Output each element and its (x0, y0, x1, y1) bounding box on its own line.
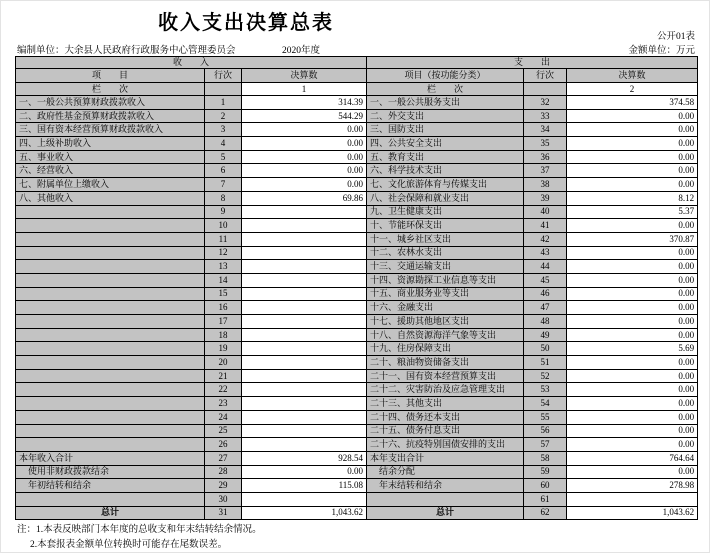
income-line-no: 30 (205, 492, 242, 506)
income-item-label (16, 301, 205, 315)
expense-amount: 0.00 (567, 328, 698, 342)
expense-item-label: 总计 (367, 506, 524, 520)
income-item-label (16, 369, 205, 383)
income-lanci-blank (205, 83, 242, 96)
table-row (16, 342, 698, 356)
expense-amount: 0.00 (567, 465, 698, 479)
expense-line-no: 56 (524, 424, 567, 438)
income-item-label: 四、上级补助收入 (16, 137, 205, 151)
expense-item-label: 十八、自然资源海洋气象等支出 (367, 328, 524, 342)
income-item-label (16, 205, 205, 219)
income-line-no: 18 (205, 328, 242, 342)
income-item-label (16, 492, 205, 506)
income-amount (242, 369, 367, 383)
income-item-header: 项 目 (16, 69, 205, 83)
expense-amount: 5.37 (567, 205, 698, 219)
income-item-label (16, 342, 205, 356)
expense-line-no: 47 (524, 301, 567, 315)
table-row (16, 397, 698, 411)
income-line-no: 26 (205, 438, 242, 452)
income-line-no: 15 (205, 287, 242, 301)
income-amount: 0.00 (242, 123, 367, 137)
expense-line-no: 58 (524, 451, 567, 465)
income-line-no: 28 (205, 465, 242, 479)
income-column-index: 1 (242, 83, 367, 96)
expense-line-no: 60 (524, 479, 567, 493)
income-amount (242, 383, 367, 397)
income-line-no: 2 (205, 109, 242, 123)
income-amount: 115.08 (242, 479, 367, 493)
expense-line-no: 53 (524, 383, 567, 397)
table-row (16, 383, 698, 397)
income-amount (242, 397, 367, 411)
compiling-unit: 编制单位：大余县人民政府行政服务中心管理委员会 (17, 46, 236, 56)
income-item-label (16, 232, 205, 246)
income-item-label: 一、一般公共预算财政拨款收入 (16, 96, 205, 110)
table-row (16, 164, 698, 178)
expense-line-no: 37 (524, 164, 567, 178)
expense-amount: 0.00 (567, 137, 698, 151)
income-line-no: 23 (205, 397, 242, 411)
expense-amount: 0.00 (567, 315, 698, 329)
income-item-label: 总计 (16, 506, 205, 520)
income-line-no: 22 (205, 383, 242, 397)
income-line-no: 29 (205, 479, 242, 493)
table-row (16, 328, 698, 342)
expense-item-label: 结余分配 (367, 465, 524, 479)
income-line-no: 20 (205, 356, 242, 370)
expense-line-no: 46 (524, 287, 567, 301)
income-amount: 314.39 (242, 96, 367, 110)
expense-amount: 0.00 (567, 410, 698, 424)
income-item-label: 六、经营收入 (16, 164, 205, 178)
income-line-no: 9 (205, 205, 242, 219)
income-line-no: 1 (205, 96, 242, 110)
expense-amount: 0.00 (567, 150, 698, 164)
income-item-label (16, 246, 205, 260)
expense-item-label: 十九、住房保障支出 (367, 342, 524, 356)
expense-line-no: 57 (524, 438, 567, 452)
income-item-label (16, 356, 205, 370)
expense-item-label: 二十六、抗疫特别国债安排的支出 (367, 438, 524, 452)
expense-amount (567, 492, 698, 506)
income-line-no: 7 (205, 178, 242, 192)
expense-line-no: 59 (524, 465, 567, 479)
expense-item-label: 十七、援助其他地区支出 (367, 315, 524, 329)
expense-line-no: 54 (524, 397, 567, 411)
expense-line-no: 61 (524, 492, 567, 506)
income-amount (242, 260, 367, 274)
expense-amount: 0.00 (567, 164, 698, 178)
expense-item-label: 八、社会保障和就业支出 (367, 191, 524, 205)
income-item-label: 使用非财政拨款结余 (16, 465, 205, 479)
income-line-no: 31 (205, 506, 242, 520)
income-item-label: 七、附属单位上缴收入 (16, 178, 205, 192)
expense-line-no: 44 (524, 260, 567, 274)
expense-line-no: 39 (524, 191, 567, 205)
expense-lanci-label: 栏 次 (367, 83, 524, 96)
expense-item-label: 二十三、其他支出 (367, 397, 524, 411)
table-row (16, 205, 698, 219)
expense-item-header: 项目（按功能分类） (367, 69, 524, 83)
table-row (16, 356, 698, 370)
income-amount: 928.54 (242, 451, 367, 465)
expense-line-no: 35 (524, 137, 567, 151)
expense-item-label: 年末结转和结余 (367, 479, 524, 493)
expense-amount-header: 决算数 (567, 69, 698, 83)
income-line-no: 13 (205, 260, 242, 274)
income-amount: 0.00 (242, 178, 367, 192)
expense-item-label: 十三、交通运输支出 (367, 260, 524, 274)
expense-line-no: 50 (524, 342, 567, 356)
expense-item-label: 二十一、国有资本经营预算支出 (367, 369, 524, 383)
income-amount (242, 273, 367, 287)
expense-line-no: 38 (524, 178, 567, 192)
expense-amount: 0.00 (567, 109, 698, 123)
expense-amount: 0.00 (567, 123, 698, 137)
income-item-label (16, 410, 205, 424)
income-line-no: 17 (205, 315, 242, 329)
income-amount: 0.00 (242, 465, 367, 479)
income-amount: 0.00 (242, 137, 367, 151)
table-row (16, 273, 698, 287)
income-amount (242, 492, 367, 506)
expense-amount: 764.64 (567, 451, 698, 465)
expense-banner: 支 出 (367, 57, 698, 69)
expense-amount: 0.00 (567, 383, 698, 397)
income-line-no: 6 (205, 164, 242, 178)
income-line-no: 12 (205, 246, 242, 260)
table-row (16, 479, 698, 493)
table-row (16, 191, 698, 205)
table-row (16, 219, 698, 233)
income-amount (242, 315, 367, 329)
income-amount: 0.00 (242, 150, 367, 164)
expense-item-label: 五、教育支出 (367, 150, 524, 164)
income-item-label (16, 315, 205, 329)
income-amount: 0.00 (242, 164, 367, 178)
table-row (16, 465, 698, 479)
expense-amount: 8.12 (567, 191, 698, 205)
expense-item-label: 二十五、债务付息支出 (367, 424, 524, 438)
page-title: 收入支出决算总表 (158, 12, 334, 34)
expense-line-no: 51 (524, 356, 567, 370)
income-line-no: 24 (205, 410, 242, 424)
income-item-label: 五、事业收入 (16, 150, 205, 164)
table-row (16, 438, 698, 452)
income-amount (242, 328, 367, 342)
table-row (16, 369, 698, 383)
income-item-label (16, 383, 205, 397)
expense-line-no: 41 (524, 219, 567, 233)
expense-item-label: 六、科学技术支出 (367, 164, 524, 178)
income-item-label (16, 438, 205, 452)
income-amount (242, 424, 367, 438)
section-banner-row (16, 57, 698, 69)
expense-line-no: 36 (524, 150, 567, 164)
table-row (16, 109, 698, 123)
expense-amount: 0.00 (567, 260, 698, 274)
expense-amount: 0.00 (567, 356, 698, 370)
income-line-no: 3 (205, 123, 242, 137)
expense-item-label: 七、文化旅游体育与传媒支出 (367, 178, 524, 192)
expense-amount: 0.00 (567, 219, 698, 233)
income-line-no: 14 (205, 273, 242, 287)
expense-item-label: 二十四、债务还本支出 (367, 410, 524, 424)
table-row (16, 451, 698, 465)
expense-line-no: 32 (524, 96, 567, 110)
income-line-no: 8 (205, 191, 242, 205)
income-amount (242, 356, 367, 370)
income-item-label (16, 260, 205, 274)
income-amount: 69.86 (242, 191, 367, 205)
income-line-no: 10 (205, 219, 242, 233)
expense-line-no: 45 (524, 273, 567, 287)
expense-item-label: 十一、城乡社区支出 (367, 232, 524, 246)
income-line-no: 25 (205, 424, 242, 438)
income-line-no: 11 (205, 232, 242, 246)
amount-unit: 金额单位：万元 (628, 46, 695, 56)
expense-item-label: 三、国防支出 (367, 123, 524, 137)
expense-line-no: 34 (524, 123, 567, 137)
income-line-header: 行次 (205, 69, 242, 83)
income-amount (242, 219, 367, 233)
income-item-label (16, 287, 205, 301)
income-lanci-label: 栏 次 (16, 83, 205, 96)
expense-column-index: 2 (567, 83, 698, 96)
expense-item-label: 十六、金融支出 (367, 301, 524, 315)
income-amount (242, 246, 367, 260)
expense-item-label: 十、节能环保支出 (367, 219, 524, 233)
table-row (16, 150, 698, 164)
expense-amount: 1,043.62 (567, 506, 698, 520)
income-item-label: 年初结转和结余 (16, 479, 205, 493)
expense-item-label (367, 492, 524, 506)
expense-line-header: 行次 (524, 69, 567, 83)
footnote-2: 2.本套报表金额单位转换时可能存在尾数误差。 (30, 539, 228, 550)
expense-amount: 0.00 (567, 438, 698, 452)
expense-item-label: 本年支出合计 (367, 451, 524, 465)
table-row (16, 96, 698, 110)
expense-amount: 0.00 (567, 178, 698, 192)
table-row (16, 410, 698, 424)
expense-amount: 0.00 (567, 301, 698, 315)
income-line-no: 27 (205, 451, 242, 465)
expense-line-no: 42 (524, 232, 567, 246)
income-item-label: 二、政府性基金预算财政拨款收入 (16, 109, 205, 123)
table-row (16, 260, 698, 274)
expense-item-label: 九、卫生健康支出 (367, 205, 524, 219)
income-amount: 1,043.62 (242, 506, 367, 520)
expense-amount: 0.00 (567, 273, 698, 287)
income-item-label: 三、国有资本经营预算财政拨款收入 (16, 123, 205, 137)
income-line-no: 5 (205, 150, 242, 164)
income-banner: 收 入 (16, 57, 367, 69)
expense-item-label: 十四、资源勘探工业信息等支出 (367, 273, 524, 287)
income-item-label (16, 219, 205, 233)
table-row (16, 232, 698, 246)
expense-item-label: 二、外交支出 (367, 109, 524, 123)
table-row (16, 315, 698, 329)
table-row (16, 287, 698, 301)
expense-amount: 0.00 (567, 246, 698, 260)
column-index-row (16, 83, 698, 96)
income-item-label: 八、其他收入 (16, 191, 205, 205)
income-amount (242, 410, 367, 424)
expense-amount: 0.00 (567, 369, 698, 383)
expense-line-no: 62 (524, 506, 567, 520)
expense-item-label: 十五、商业服务业等支出 (367, 287, 524, 301)
expense-amount: 0.00 (567, 397, 698, 411)
income-amount (242, 301, 367, 315)
expense-item-label: 四、公共安全支出 (367, 137, 524, 151)
footnote-1: 注：1.本表反映部门本年度的总收支和年末结转结余情况。 (17, 525, 262, 535)
income-amount-header: 决算数 (242, 69, 367, 83)
income-item-label: 本年收入合计 (16, 451, 205, 465)
income-line-no: 4 (205, 137, 242, 151)
table-row (16, 178, 698, 192)
income-line-no: 21 (205, 369, 242, 383)
expense-amount: 278.98 (567, 479, 698, 493)
income-item-label (16, 273, 205, 287)
table-row (16, 424, 698, 438)
expense-amount: 374.58 (567, 96, 698, 110)
expense-amount: 0.00 (567, 287, 698, 301)
expense-item-label: 十二、农林水支出 (367, 246, 524, 260)
expense-item-label: 一、一般公共服务支出 (367, 96, 524, 110)
column-header-row (16, 69, 698, 83)
table-row (16, 137, 698, 151)
expense-amount: 0.00 (567, 424, 698, 438)
income-item-label (16, 397, 205, 411)
income-amount (242, 438, 367, 452)
income-item-label (16, 424, 205, 438)
final-accounts-table (15, 56, 698, 520)
expense-amount: 370.87 (567, 232, 698, 246)
income-amount (242, 287, 367, 301)
expense-lanci-blank (524, 83, 567, 96)
income-amount: 544.29 (242, 109, 367, 123)
income-line-no: 19 (205, 342, 242, 356)
footnotes (17, 523, 262, 552)
expense-line-no: 49 (524, 328, 567, 342)
expense-line-no: 43 (524, 246, 567, 260)
expense-item-label: 二十、粮油物资储备支出 (367, 356, 524, 370)
table-row (16, 301, 698, 315)
income-line-no: 16 (205, 301, 242, 315)
income-item-label (16, 328, 205, 342)
table-row (16, 123, 698, 137)
income-amount (242, 205, 367, 219)
table-row (16, 246, 698, 260)
income-amount (242, 342, 367, 356)
doc-number: 公开01表 (656, 32, 695, 42)
expense-amount: 5.69 (567, 342, 698, 356)
fiscal-year: 2020年度 (282, 46, 321, 56)
expense-line-no: 55 (524, 410, 567, 424)
expense-line-no: 33 (524, 109, 567, 123)
expense-item-label: 二十二、灾害防治及应急管理支出 (367, 383, 524, 397)
expense-line-no: 48 (524, 315, 567, 329)
table-row (16, 506, 698, 520)
expense-line-no: 40 (524, 205, 567, 219)
expense-line-no: 52 (524, 369, 567, 383)
income-amount (242, 232, 367, 246)
table-row (16, 492, 698, 506)
